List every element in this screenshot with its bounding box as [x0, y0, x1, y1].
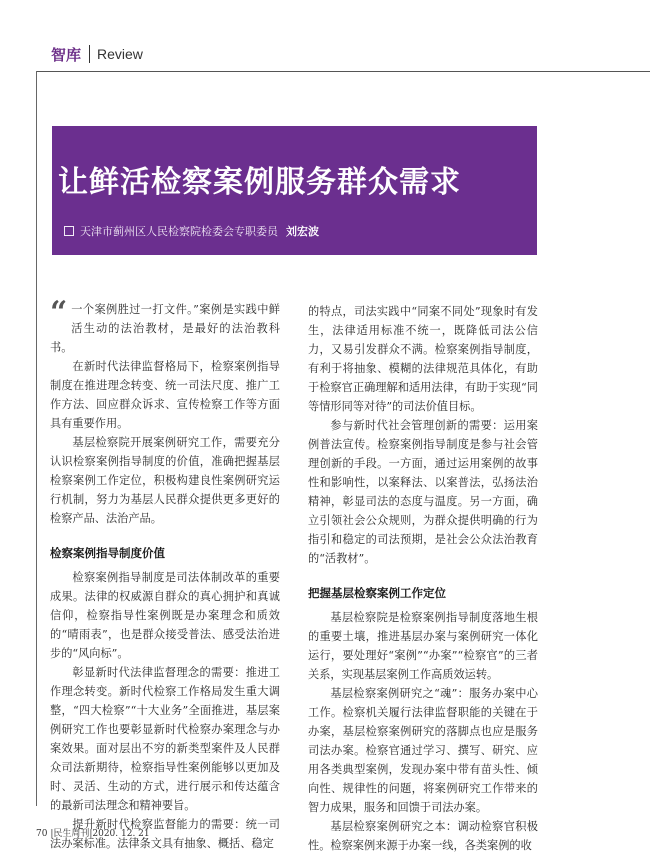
section-heading: 把握基层检察案例工作定位 — [308, 586, 446, 600]
left-rule — [36, 71, 37, 806]
author-affiliation: 天津市蓟州区人民检察院检委会专职委员 — [80, 225, 278, 238]
paragraph: 参与新时代社会管理创新的需要：运用案例普法宣传。检察案例指导制度是参与社会管理创新的手段。一方面，通过运用案例的故事性和影响性，以案释法、以案普法，弘扬法治精神，彰显司法的态度与温度。另一方面，确立引领社会公众规则，为群众提供明确的行为指引和稳定的司法预期，是社会公众法治教育的“活教材”。 — [308, 419, 538, 565]
paragraph: 基层检察院是检察案例指导制度落地生根的重要土壤，推进基层办案与案例研究一体化运行，要处理好“案例”“办案”“检察官”的三者关系，实现基层案例工作高质效运转。 — [308, 611, 538, 681]
intro-paragraph: “ 一个案例胜过一打文件。”案例是实践中鲜活生动的法治教材，是最好的法治教科书。 — [50, 295, 280, 354]
paragraph: 的特点，司法实践中“同案不同处”现象时有发生，法律适用标准不统一，既降低司法公信力，又易引发群众不满。检察案例指导制度，有利于将抽象、模糊的法律规范具体化，有助于检察官正确理解和适用法律，有助于实现“同等情形同等对待”的司法价值目标。 — [308, 305, 538, 413]
column-left — [50, 295, 280, 853]
author-name: 刘宏波 — [286, 225, 319, 238]
quote-mark-icon: “ — [50, 295, 68, 330]
square-bullet-icon — [64, 226, 74, 236]
paragraph: 基层检察案例研究之“魂”：服务办案中心工作。检察机关履行法律监督职能的关键在于办案，基层检察案例研究的落脚点也应是服务司法办案。检察官通过学习、撰写、研究、应用各类典型案例，发现办案中带有苗头性、倾向性、规律性的问题，将案例研究工作带来的智力成果，服务和回馈于司法办案。 — [308, 687, 538, 814]
paragraph: 在新时代法律监督格局下，检察案例指导制度在推进理念转变、统一司法尺度、推广工作方法、回应群众诉求、宣传检察工作等方面具有重要作用。 — [50, 360, 280, 430]
header-divider — [89, 45, 90, 63]
column-right — [308, 302, 538, 855]
article-title: 让鲜活检察案例服务群众需求 — [58, 165, 461, 200]
page-footer: 70 |民生周刊|2020. 12. 21 — [36, 829, 150, 839]
top-rule — [36, 71, 650, 72]
subsection-label: Review — [97, 46, 143, 62]
paragraph: 检察案例指导制度是司法体制改革的重要成果。法律的权威源自群众的真心拥护和真诚信仰，检察指导性案例既是办案理念和质效的“晴雨表”，也是群众接受普法、感受法治进步的“风向标”。 — [50, 571, 280, 660]
section-label: 智库 — [51, 46, 82, 64]
paragraph: 基层检察院开展案例研究工作，需要充分认识检察案例指导制度的价值，准确把握基层检察案例工作定位，积极构建良性案例研究运行机制，努力为基层人民群众提供更多更好的检察产品、法治产品。 — [50, 436, 280, 525]
paragraph: 彰显新时代法律监督理念的需要：推进工作理念转变。新时代检察工作格局发生重大调整，“四大检察”“十大业务”全面推进，基层案例研究工作也要彰显新时代检察办案理念与办案效果。面对层出不穷的新类型案件及人民群众司法新期待，检察指导性案例能够以更加及时、灵活、生动的方式，进行展示和传达蕴含的最新司法理念和精神要旨。 — [50, 666, 280, 812]
paragraph: 提升新时代检察监督能力的需要：统一司法办案标准。法律条文具有抽象、概括、稳定 — [50, 818, 280, 850]
author-line — [64, 223, 319, 239]
section-heading: 检察案例指导制度价值 — [50, 546, 165, 560]
paragraph: 基层检察案例研究之本：调动检察官积极性。检察案例来源于办案一线，各类案例的收 — [308, 820, 538, 852]
page-header — [0, 0, 650, 72]
